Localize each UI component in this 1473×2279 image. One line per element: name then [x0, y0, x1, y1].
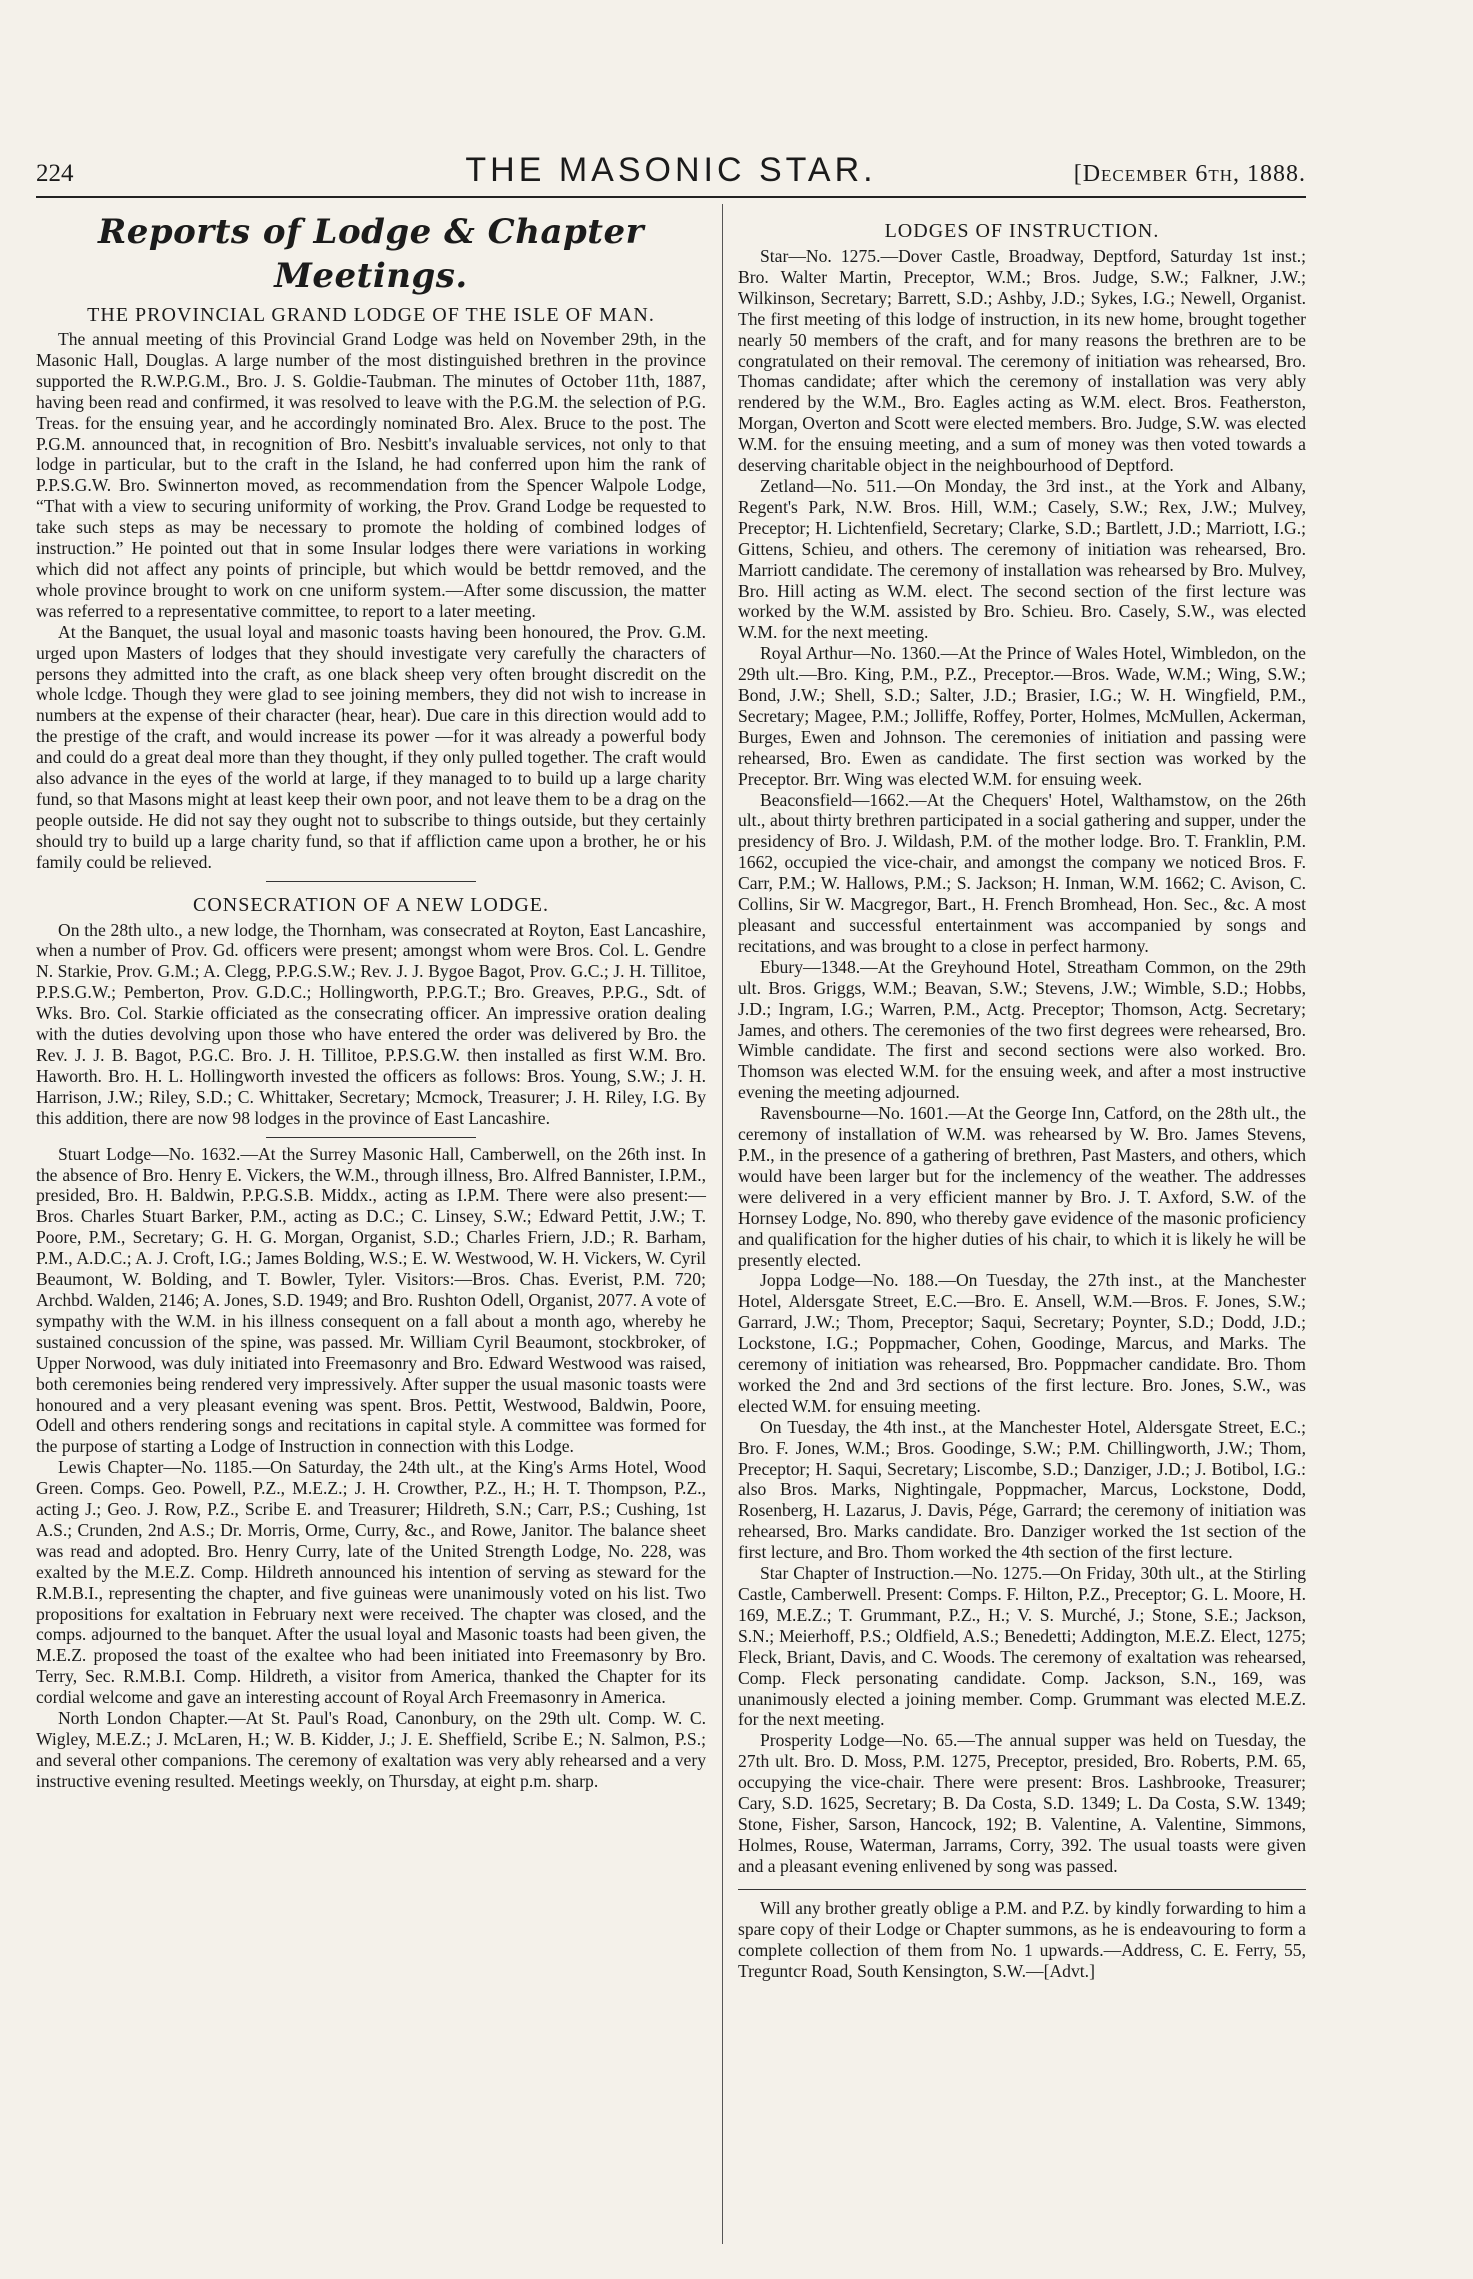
article-paragraph: At the Banquet, the usual loyal and masonic toasts having been honoured, the Prov. G.M. urged upon Masters of lodges that they should investigate very carefully the characters of persons they admitted into the craft, as one black sheep very often brought discredit on the whole lcdge. Though they were glad to see joining members, they did not wish to increase in numbers at the expense of their character (hear, hear). Due care in this direction would add to the prestige of the craft, and would increase its power —for it was already a powerful body and could do a great deal more than they thought, if they only pulled together. The craft would also advance in the eyes of the world at large, if they managed to to build up a large charity fund, so that Masons might at least keep their own poor, and not leave them to be a drag on the people outside. He did not say they ought not to subscribe to things outside, but they certainly should try to build up a large charity fund, so that if affliction came upon a brother, he or his family could be relieved.: [36, 621, 706, 872]
masthead-title: THE MASONIC STAR.: [465, 151, 877, 189]
report-prosperity-lodge: Prosperity Lodge—No. 65.—The annual supper was held on Tuesday, the 27th ult. Bro. D. Moss, P.M. 1275, Preceptor, presided, Bro. Roberts, P.M. 65, occupying the vice-chair. There were present: Bros. Lashbrooke, Treasurer; Cary, S.D. 1625, Secretary; B. Da Costa, S.D. 1349; L. Da Costa, S.W. 1349; Stone, Fisher, Sarson, Hancock, 192; B. Valentine, A. Valentine, Simmons, Holmes, Rouse, Waterman, Jarrams, Corry, 392. The usual toasts were given and a pleasant evening enlivened by song was passed.: [738, 1730, 1306, 1876]
report-lewis-chapter: Lewis Chapter—No. 1185.—On Saturday, the 24th ult., at the King's Arms Hotel, Wood Green. Comps. Geo. Powell, P.Z., M.E.Z.; J. H. Crowther, P.Z., H.; H. T. Thompson, P.Z., acting J.; Geo. J. Row, P.Z., Scribe E. and Treasurer; Hildreth, S.N.; Carr, P.S.; Cushing, 1st A.S.; Crunden, 2nd A.S.; Dr. Morris, Orme, Curry, &c., and Rowe, Janitor. The balance sheet was read and adopted. Bro. Henry Curry, late of the United Strength Lodge, No. 228, was exalted by the M.E.Z. Comp. Hildreth announced his intention of serving as steward for the R.M.B.I., representing the chapter, and five guineas were unanimously voted on his list. Two propositions for exaltation in February next were received. The chapter was closed, and the comps. adjourned to the banquet. After the usual loyal and Masonic toasts had been given, the M.E.Z. proposed the toast of the exaltee who had been initiated into Freemasonry by Bro. Terry, Sec. R.M.B.I. Comp. Hildreth, a visitor from America, thanked the Chapter for its cordial welcome and gave an interesting account of Royal Arch Freemasonry in America.: [36, 1457, 706, 1708]
advertisement: Will any brother greatly oblige a P.M. and P.Z. by kindly forwarding to him a spare copy of their Lodge or Chapter summons, as he is endeavouring to form a complete collection of them from No. 1 upwards.—Address, C. E. Ferry, 55, Treguntcr Road, South Kensington, S.W.—[Advt.]: [738, 1898, 1306, 1981]
report-star-chapter: Star Chapter of Instruction.—No. 1275.—On Friday, 30th ult., at the Stirling Castle, Camberwell. Present: Comps. F. Hilton, P.Z., Preceptor; G. L. Moore, H. 169, M.E.Z.; T. Grummant, P.Z., H.; V. S. Murché, J.; Stone, S.E.; Jackson, S.N.; Meierhoff, P.S.; Oldfield, A.S.; Benedetti; Addington, M.E.Z. Elect, 1275; Fleck, Briant, Davis, and C. Woods. The ceremony of exaltation was rehearsed, Comp. Fleck personating candidate. Comp. Jackson, S.N., 169, was unanimously elected a joining member. Comp. Grummant was elected M.E.Z. for the next meeting.: [738, 1563, 1306, 1730]
report-royal-arthur: Royal Arthur—No. 1360.—At the Prince of Wales Hotel, Wimbledon, on the 29th ult.—Bro. King, P.M., P.Z., Preceptor.—Bros. Wade, W.M.; Wing, S.W.; Bond, J.W.; Shell, S.D.; Salter, J.D.; Brasier, I.G.; W. H. Wingfield, P.M., Secretary; Magee, P.M.; Jolliffe, Roffey, Porter, Holmes, McMullen, Ackerman, Burges, Ewen and Johnson. The ceremonies of initiation and passing were rehearsed, Bro. Ewen as candidate. The first section was worked by the Preceptor. Brr. Wing was elected W.M. for ensuing week.: [738, 643, 1306, 789]
report-ebury: Ebury—1348.—At the Greyhound Hotel, Streatham Common, on the 29th ult. Bros. Griggs, W.M.; Beavan, S.W.; Stevens, J.W.; Wimble, S.D.; Hobbs, J.D.; Ingram, I.G.; Warren, P.M., Actg. Preceptor; Thomson, Actg. Secretary; James, and others. The ceremonies of the two first degrees were rehearsed, Bro. Wimble candidate. The first and second sections were also worked. Bro. Thomson was elected W.M. for the ensuing week, and after a most instructive evening the meeting adjourned.: [738, 956, 1306, 1103]
report-zetland: Zetland—No. 511.—On Monday, the 3rd inst., at the York and Albany, Regent's Park, N.W. Bros. Hill, W.M.; Casely, S.W.; Rex, J.W.; Mulvey, Preceptor; H. Lichtenfield, Secretary; Clarke, S.D.; Bartlett, J.D.; Marriott, I.G.; Gittens, Schieu, and others. The ceremony of initiation was rehearsed, Bro. Marriott candidate. The ceremony of installation was rehearsed by Bro. Mulvey, Bro. Hill acting as W.M. elect. The second section of the first lecture was worked by the W.M. assisted by Bro. Schieu. Bro. Casely, S.W., was elected W.M. for the next meeting.: [738, 475, 1306, 643]
report-ravensbourne: Ravensbourne—No. 1601.—At the George Inn, Catford, on the 28th ult., the ceremony of installation of W.M. was rehearsed by W. Bro. James Stevens, P.M., in the presence of a gathering of brethren, Past Masters, and others, which would have been larger but for the inclemency of the weather. The addresses were delivered in a very efficient manner by Bro. J. T. Axford, S.W. of the Hornsey Lodge, No. 890, who thereby gave evidence of the masonic proficiency and qualification for the higher duties of his chair, to which it is likely he will be presently elected.: [738, 1103, 1306, 1270]
section-title-lodges-of-instruction: LODGES OF INSTRUCTION.: [884, 220, 1160, 242]
page-number: 224: [36, 160, 74, 187]
right-column: [738, 204, 1306, 1982]
report-beaconsfield: Beaconsfield—1662.—At the Chequers' Hotel, Walthamstow, on the 26th ult., about thirty brethren participated in a social gathering and supper, under the presidency of Bro. J. Wildash, P.M. of the mother lodge. Bro. T. Franklin, P.M. 1662, occupied the vice-chair, and amongst the company we noticed Bros. F. Carr, P.M.; W. Hallows, P.M.; S. Jackson; H. Inman, W.M. 1662; C. Avison, C. Collins, Sir W. Macgregor, Bart., H. French Bromhead, Hon. Sec., &c. A most pleasant and successful entertainment was accompanied by songs and recitations, and was brought to a close in perfect harmony.: [738, 789, 1306, 956]
issue-date: [December 6th, 1888.: [1073, 161, 1306, 187]
divider: [266, 1137, 476, 1138]
divider: [738, 1889, 1306, 1891]
report-star: Star—No. 1275.—Dover Castle, Broadway, Deptford, Saturday 1st inst.; Bro. Walter Martin, Preceptor, W.M.; Bros. Judge, S.W.; Falkner, J.W.; Wilkinson, Secretary; Barrett, S.D.; Ashby, J.D.; Sykes, I.G.; Newell, Organist. The first meeting of this lodge of instruction, in its new home, brought together nearly 50 members of the craft, and for many reasons the brethren are to be congratulated on their removal. The ceremony of initiation was rehearsed, Bro. Thomas candidate; after which the ceremony of installation was very ably rendered by the W.M., Bro. Eagles acting as W.M. elect. Bros. Featherston, Morgan, Overton and Scott were elected members. Bro. Judge, S.W. was elected W.M. for the ensuing meeting, and a sum of money was then voted towards a deserving charitable object in the neighbourhood of Deptford.: [738, 246, 1306, 476]
report-joppa-tuesday: On Tuesday, the 4th inst., at the Manchester Hotel, Aldersgate Street, E.C.; Bro. F. Jones, W.M.; Bros. Goodinge, S.W.; P.M. Chillingworth, J.W.; Thom, Preceptor; H. Saqui, Secretary; Liscombe, S.D.; Danziger, J.D.; J. Botibol, I.G.: also Bros. Marks, Nightingale, Poppmacher, Marcus, Lockstone, Dodd, Rosenberg, H. Lazarus, J. Davis, Pége, Garrard; the ceremony of initiation was rehearsed, Bro. Marks candidate. Bro. Danziger worked the 1st section of the first lecture, and Bro. Thom worked the 4th section of the first lecture.: [738, 1416, 1306, 1563]
column-divider: [722, 204, 723, 2244]
section-heading: Reports of Lodge & Chapter Meetings.: [97, 212, 645, 296]
left-column: [36, 204, 706, 1792]
article-title-provincial: THE PROVINCIAL GRAND LODGE OF THE ISLE OF MAN.: [87, 304, 655, 326]
article-paragraph: On the 28th ulto., a new lodge, the Thornham, was consecrated at Royton, East Lancashire, when a number of Prov. Gd. officers were present; amongst whom were Bros. Col. L. Gendre N. Starkie, Prov. G.M.; A. Clegg, P.P.G.S.W.; Rev. J. J. Bygoe Bagot, Prov. G.C.; J. H. Tillitoe, P.P.S.G.W.; Pemberton, Prov. G.D.C.; Hollingworth, P.P.G.T.; Bro. Greaves, P.P.G., Sdt. of Wks. Bro. Col. Starkie officiated as the consecrating officer. An impressive oration dealing with the duties devolving upon those who have entered the order was delivered by Bro. the Rev. J. J. B. Bagot, P.G.C. Bro. J. H. Tillitoe, P.P.S.G.W. then installed as first W.M. Bro. Haworth. Bro. H. L. Hollingworth invested the officers as follows: Bros. Young, S.W.; J. H. Harrison, J.W.; Riley, S.D.; C. Whittaker, Secretary; Mcmock, Treasurer; J. H. Riley, I.G. By this addition, there are now 98 lodges in the province of East Lancashire.: [36, 919, 706, 1128]
header-rule: [36, 196, 1306, 198]
article-title-consecration: CONSECRATION OF A NEW LODGE.: [193, 893, 549, 916]
report-north-london-chapter: North London Chapter.—At St. Paul's Road, Canonbury, on the 29th ult. Comp. W. C. Wigley, M.E.Z.; J. McLaren, H.; W. B. Kidder, J.; J. E. Sheffield, Scribe E.; N. Salmon, P.S.; and several other companions. The ceremony of exaltation was very ably rehearsed and a very instructive evening resulted. Meetings weekly, on Thursday, at eight p.m. sharp.: [36, 1708, 706, 1791]
report-joppa-lodge: Joppa Lodge—No. 188.—On Tuesday, the 27th inst., at the Manchester Hotel, Aldersgate Street, E.C.—Bro. E. Ansell, W.M.—Bros. F. Jones, S.W.; Garrard, J.W.; Thom, Preceptor; Saqui, Secretary; Poynter, S.D.; Dodd, J.D.; Lockstone, I.G.; Poppmacher, Cohen, Goodinge, Marcus, and Marks. The ceremony of initiation was rehearsed, Bro. Poppmacher candidate. Bro. Thom worked the 2nd and 3rd sections of the first lecture. Bro. Jones, S.W., was elected W.M. for ensuing meeting.: [738, 1270, 1306, 1416]
article-paragraph: The annual meeting of this Provincial Grand Lodge was held on November 29th, in the Masonic Hall, Douglas. A large number of the most distinguished brethren in the province supported the R.W.P.G.M., Bro. J. S. Goldie-Taubman. The minutes of October 11th, 1887, having been read and confirmed, it was resolved to leave with the P.G.M. the selection of P.G. Treas. for the ensuing year, and he accordingly nominated Bro. Alex. Bruce to the post. The P.G.M. announced that, in recognition of Bro. Nesbitt's invaluable services, not only to that lodge in particular, but to the craft in the Island, he had conferred upon him the rank of P.P.S.G.W. Bro. Swinnerton moved, as recommendation from the Spencer Walpole Lodge, “That with a view to securing uniformity of working, the Prov. Grand Lodge be requested to take such steps as may be necessary to promote the holding of combined lodges of instruction.” He pointed out that in some Insular lodges there were variations in working which did not affect any points of principle, but which would be bettdr removed, and the whole province brought to work on cne uniform system.—After some discussion, the matter was referred to a representative committee, to report to a later meeting.: [36, 329, 706, 621]
page-header: [36, 146, 1306, 190]
divider: [266, 881, 476, 882]
report-stuart-lodge: Stuart Lodge—No. 1632.—At the Surrey Masonic Hall, Camberwell, on the 26th inst. In the absence of Bro. Henry E. Vickers, the W.M., through illness, Bro. Alfred Bannister, I.P.M., presided, Bro. H. Baldwin, P.P.G.S.B. Middx., acting as I.P.M. There were also present:—Bros. Charles Stuart Barker, P.M., acting as D.C.; C. Linsey, S.W.; Edward Pettit, J.W.; T. Poore, P.M., Secretary; G. H. G. Morgan, Organist, S.D.; Charles Friern, J.D.; R. Barham, P.M., A.D.C.; A. J. Croft, I.G.; James Bolding, W.S.; E. W. Westwood, W. H. Vickers, W. Cyril Beaumont, W. Bolding, and T. Bowler, Tyler. Visitors:—Bros. Chas. Everist, P.M. 720; Archbd. Walden, 2146; A. Jones, S.D. 1949; and Bro. Rushton Odell, Organist, 2077. A vote of sympathy with the W.M. in his illness consequent on a fall about a month ago, whereby he sustained concussion of the spine, was passed. Mr. William Cyril Beaumont, stockbroker, of Upper Norwood, was duly initiated into Freemasonry and Bro. Edward Westwood was raised, both ceremonies being rendered very impressively. After supper the usual masonic toasts were honoured and a very pleasant evening was spent. Bros. Pettit, Westwood, Baldwin, Poore, Odell and others rendering songs and recitations in capital style. A committee was formed for the purpose of starting a Lodge of Instruction in connection with this Lodge.: [36, 1143, 706, 1457]
